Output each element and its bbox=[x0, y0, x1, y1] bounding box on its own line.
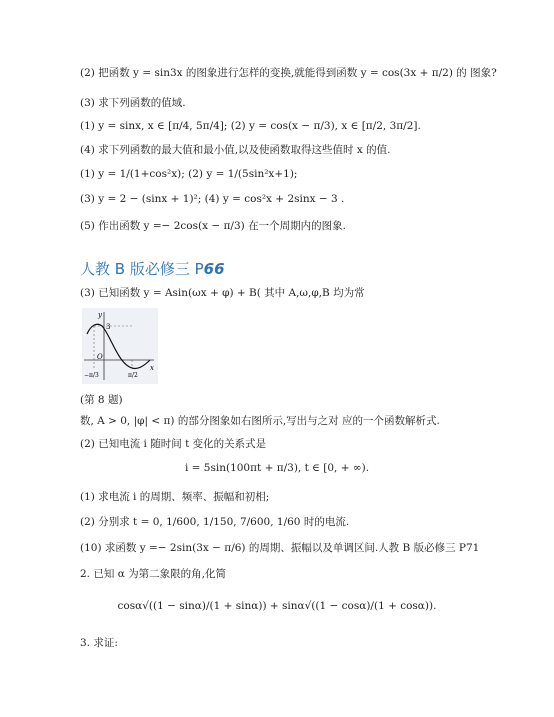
origin-label: O bbox=[97, 353, 103, 361]
sine-curve bbox=[87, 324, 150, 368]
problem-5-graph: (5) 作出函数 y =− 2cos(x − π/3) 在一个周期内的图象. bbox=[80, 220, 346, 232]
section-heading-text: 人教 B 版必修三 P bbox=[80, 260, 204, 278]
function-graph-figure bbox=[82, 308, 158, 384]
problem-4-items-1-2: (1) y = 1/(1+cos²x); (2) y = 1/(5sin²x+1); bbox=[80, 168, 298, 180]
problem-2-current-intro: (2) 已知电流 i 随时间 t 变化的关系式是 bbox=[80, 438, 267, 450]
problem-3-function: (3) 已知函数 y = Asin(ωx + φ) + B( 其中 A,ω,φ,B 均为常 bbox=[80, 287, 365, 299]
problem-10: (10) 求函数 y =− 2sin(3x − π/6) 的周期、振幅以及单调区间.人教 B 版必修三 P71 bbox=[80, 542, 480, 554]
y-tick-label: 3 bbox=[106, 323, 111, 331]
x-tick-right: π/2 bbox=[128, 372, 138, 379]
problem-2-simplify: 2. 已知 α 为第二象限的角,化简 bbox=[80, 568, 226, 580]
section-heading bbox=[80, 258, 225, 279]
problem-current-q2: (2) 分别求 t = 0, 1/600, 1/150, 7/600, 1/60 时的电流. bbox=[80, 516, 350, 528]
y-axis-label: y bbox=[98, 311, 102, 319]
x-tick-left: −π/3 bbox=[84, 372, 99, 379]
problem-3-continuation: 数, A > 0, |φ| < π) 的部分图象如右图所示,写出与之对 应的一个函数解析式. bbox=[80, 415, 440, 427]
problem-2-transform: (2) 把函数 y = sin3x 的图象进行怎样的变换,就能得到函数 y = cos(3x + π/2) 的 图象? bbox=[80, 67, 497, 79]
problem-4-items-3-4: (3) y = 2 − (sinx + 1)²; (4) y = cos²x + 2sinx − 3 . bbox=[80, 193, 345, 205]
figure-caption: (第 8 题) bbox=[80, 394, 123, 406]
problem-3-prove: 3. 求证: bbox=[80, 637, 118, 649]
problem-3-range-items: (1) y = sinx, x ∈ [π/4, 5π/4]; (2) y = cos(x − π/3), x ∈ [π/2, 3π/2]. bbox=[80, 120, 421, 132]
problem-3-range-title: (3) 求下列函数的值域. bbox=[80, 97, 186, 109]
x-axis-label: x bbox=[150, 364, 154, 372]
simplify-formula: cosα√((1 − sinα)/(1 + sinα)) + sinα√((1 − cosα)/(1 + cosα)). bbox=[117, 600, 437, 612]
function-graph bbox=[82, 308, 158, 384]
problem-4-extrema-title: (4) 求下列函数的最大值和最小值,以及使函数取得这些值时 x 的值. bbox=[80, 144, 391, 156]
problem-current-q1: (1) 求电流 i 的周期、频率、振幅和初相; bbox=[80, 491, 270, 503]
current-formula: i = 5sin(100πt + π/3), t ∈ [0, + ∞). bbox=[184, 462, 370, 474]
section-heading-page: 66 bbox=[203, 260, 225, 278]
